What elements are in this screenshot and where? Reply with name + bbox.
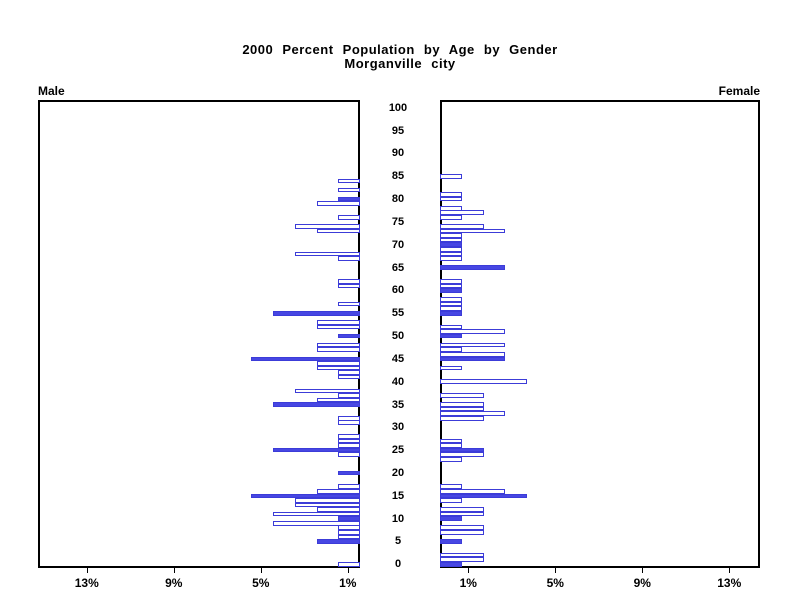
male-bar-age-24 bbox=[338, 452, 360, 457]
male-bar-age-42 bbox=[338, 370, 360, 375]
female-bar-age-45 bbox=[440, 357, 505, 362]
age-axis-label-100: 100 bbox=[388, 101, 408, 114]
male-bar-age-9 bbox=[273, 521, 360, 526]
male-bar-age-55 bbox=[273, 311, 360, 316]
male-bar-age-13 bbox=[295, 503, 360, 508]
female-bar-age-62 bbox=[440, 279, 462, 284]
male-bar-age-67 bbox=[338, 256, 360, 261]
male-bar-age-36 bbox=[317, 398, 361, 403]
male-bar-age-27 bbox=[338, 439, 360, 444]
female-bar-age-60 bbox=[440, 288, 462, 293]
female-bar-age-76 bbox=[440, 215, 462, 220]
male-bar-age-26 bbox=[338, 443, 360, 448]
female-bar-age-40 bbox=[440, 379, 527, 384]
male-bar-age-15 bbox=[251, 494, 360, 499]
female-bar-age-68 bbox=[440, 252, 462, 257]
male-bar-age-32 bbox=[338, 416, 360, 421]
female-bar-age-0 bbox=[440, 562, 462, 567]
female-bar-age-14 bbox=[440, 498, 462, 503]
male-bar-age-37 bbox=[338, 393, 360, 398]
left-tick-13pct bbox=[87, 568, 88, 573]
female-bar-age-61 bbox=[440, 284, 462, 289]
age-axis-label-45: 45 bbox=[391, 352, 405, 365]
female-bar-age-70 bbox=[440, 242, 462, 247]
left-pct-label-13: 13% bbox=[74, 576, 99, 590]
age-axis-label-85: 85 bbox=[391, 170, 405, 183]
female-bar-age-2 bbox=[440, 553, 484, 558]
female-bar-age-17 bbox=[440, 484, 462, 489]
male-bar-age-44 bbox=[317, 361, 361, 366]
right-tick-13pct bbox=[729, 568, 730, 573]
female-bar-age-25 bbox=[440, 448, 484, 453]
male-bar-age-52 bbox=[317, 325, 361, 330]
female-bar-age-77 bbox=[440, 210, 484, 215]
female-bar-age-8 bbox=[440, 525, 484, 530]
male-bar-age-68 bbox=[295, 252, 360, 257]
age-axis-label-10: 10 bbox=[391, 512, 405, 525]
female-bar-age-43 bbox=[440, 366, 462, 371]
female-bar-age-37 bbox=[440, 393, 484, 398]
male-bar-age-53 bbox=[317, 320, 361, 325]
female-bar-age-10 bbox=[440, 516, 462, 521]
female-bar-age-32 bbox=[440, 416, 484, 421]
female-panel-label: Female bbox=[718, 84, 760, 98]
female-bar-age-1 bbox=[440, 557, 484, 562]
male-bar-age-73 bbox=[317, 229, 361, 234]
female-bar-age-80 bbox=[440, 197, 462, 202]
male-bar-age-6 bbox=[338, 535, 360, 540]
age-axis-label-15: 15 bbox=[391, 489, 405, 502]
male-bar-age-10 bbox=[338, 516, 360, 521]
age-axis-label-50: 50 bbox=[391, 330, 405, 343]
female-bar-age-50 bbox=[440, 334, 462, 339]
female-bar-age-52 bbox=[440, 325, 462, 330]
female-bar-age-47 bbox=[440, 347, 462, 352]
female-bar-age-51 bbox=[440, 329, 505, 334]
right-pct-label-9: 9% bbox=[633, 576, 651, 590]
male-bar-age-50 bbox=[338, 334, 360, 339]
female-bar-age-48 bbox=[440, 343, 505, 348]
male-panel-label: Male bbox=[38, 84, 65, 98]
female-bar-age-85 bbox=[440, 174, 462, 179]
male-bar-age-20 bbox=[338, 471, 360, 476]
male-bar-age-80 bbox=[338, 197, 360, 202]
male-bar-age-61 bbox=[338, 284, 360, 289]
age-axis-label-65: 65 bbox=[391, 261, 405, 274]
age-axis-label-40: 40 bbox=[391, 375, 405, 388]
male-bar-age-57 bbox=[338, 302, 360, 307]
male-bar-age-31 bbox=[338, 420, 360, 425]
male-bar-age-48 bbox=[317, 343, 361, 348]
female-bar-age-81 bbox=[440, 192, 462, 197]
male-bar-age-28 bbox=[338, 434, 360, 439]
right-tick-9pct bbox=[642, 568, 643, 573]
male-bar-age-0 bbox=[338, 562, 360, 567]
age-axis-label-70: 70 bbox=[391, 238, 405, 251]
right-tick-5pct bbox=[555, 568, 556, 573]
female-bar-age-5 bbox=[440, 539, 462, 544]
right-pct-label-1: 1% bbox=[459, 576, 477, 590]
female-bar-age-35 bbox=[440, 402, 484, 407]
age-axis-label-20: 20 bbox=[391, 467, 405, 479]
chart-title-line1: 2000 Percent Population by Age by Gender bbox=[242, 42, 558, 57]
male-bar-age-25 bbox=[273, 448, 360, 453]
left-pct-label-5: 5% bbox=[252, 576, 270, 590]
right-pct-label-5: 5% bbox=[546, 576, 564, 590]
left-tick-1pct bbox=[348, 568, 349, 573]
male-bar-age-47 bbox=[317, 347, 361, 352]
male-bar-age-16 bbox=[317, 489, 361, 494]
female-bar-age-34 bbox=[440, 407, 484, 412]
female-bar-age-46 bbox=[440, 352, 505, 357]
age-axis-label-95: 95 bbox=[391, 124, 405, 137]
female-bar-age-67 bbox=[440, 256, 462, 261]
female-bar-age-23 bbox=[440, 457, 462, 462]
female-bar-age-26 bbox=[440, 443, 462, 448]
female-bar-age-65 bbox=[440, 265, 505, 270]
male-bar-age-7 bbox=[338, 530, 360, 535]
female-bar-age-71 bbox=[440, 238, 462, 243]
age-axis-label-35: 35 bbox=[391, 398, 405, 411]
female-bar-age-15 bbox=[440, 494, 527, 499]
female-bar-age-7 bbox=[440, 530, 484, 535]
left-pct-label-1: 1% bbox=[339, 576, 357, 590]
female-bar-age-16 bbox=[440, 489, 505, 494]
male-bar-age-43 bbox=[317, 366, 361, 371]
female-bar-age-78 bbox=[440, 206, 462, 211]
male-bar-age-84 bbox=[338, 179, 360, 184]
female-bar-age-69 bbox=[440, 247, 462, 252]
male-bar-age-8 bbox=[338, 525, 360, 530]
female-bar-age-12 bbox=[440, 507, 484, 512]
chart-title-line2: Morganville city bbox=[344, 56, 456, 71]
male-bar-age-5 bbox=[317, 539, 361, 544]
female-bar-age-27 bbox=[440, 439, 462, 444]
female-bar-age-33 bbox=[440, 411, 505, 416]
age-axis-label-25: 25 bbox=[391, 444, 405, 457]
female-bar-age-72 bbox=[440, 233, 462, 238]
age-axis-label-55: 55 bbox=[391, 307, 405, 320]
left-tick-9pct bbox=[174, 568, 175, 573]
left-tick-5pct bbox=[261, 568, 262, 573]
age-axis-label-30: 30 bbox=[391, 421, 405, 434]
age-axis-label-75: 75 bbox=[391, 215, 405, 228]
female-bar-age-24 bbox=[440, 452, 484, 457]
female-bar-age-11 bbox=[440, 512, 484, 517]
male-bar-age-82 bbox=[338, 188, 360, 193]
age-axis-label-90: 90 bbox=[391, 147, 405, 160]
female-bar-age-55 bbox=[440, 311, 462, 316]
left-pct-label-9: 9% bbox=[165, 576, 183, 590]
age-axis-label-60: 60 bbox=[391, 284, 405, 297]
male-bar-age-35 bbox=[273, 402, 360, 407]
age-axis-label-80: 80 bbox=[391, 193, 405, 206]
male-bar-age-11 bbox=[273, 512, 360, 517]
male-bar-age-76 bbox=[338, 215, 360, 220]
male-bar-age-74 bbox=[295, 224, 360, 229]
right-pct-label-13: 13% bbox=[717, 576, 742, 590]
female-bar-age-58 bbox=[440, 297, 462, 302]
female-bar-age-73 bbox=[440, 229, 505, 234]
male-bar-age-79 bbox=[317, 201, 361, 206]
right-tick-1pct bbox=[468, 568, 469, 573]
female-bar-age-57 bbox=[440, 302, 462, 307]
age-axis-label-0: 0 bbox=[394, 558, 402, 571]
female-bar-age-56 bbox=[440, 306, 462, 311]
age-axis-label-5: 5 bbox=[394, 535, 402, 548]
male-bar-age-45 bbox=[251, 357, 360, 362]
male-bar-age-17 bbox=[338, 484, 360, 489]
male-bar-age-38 bbox=[295, 389, 360, 394]
male-bar-age-41 bbox=[338, 375, 360, 380]
male-bar-age-12 bbox=[317, 507, 361, 512]
male-bar-age-62 bbox=[338, 279, 360, 284]
male-bar-age-14 bbox=[295, 498, 360, 503]
female-bar-age-74 bbox=[440, 224, 484, 229]
